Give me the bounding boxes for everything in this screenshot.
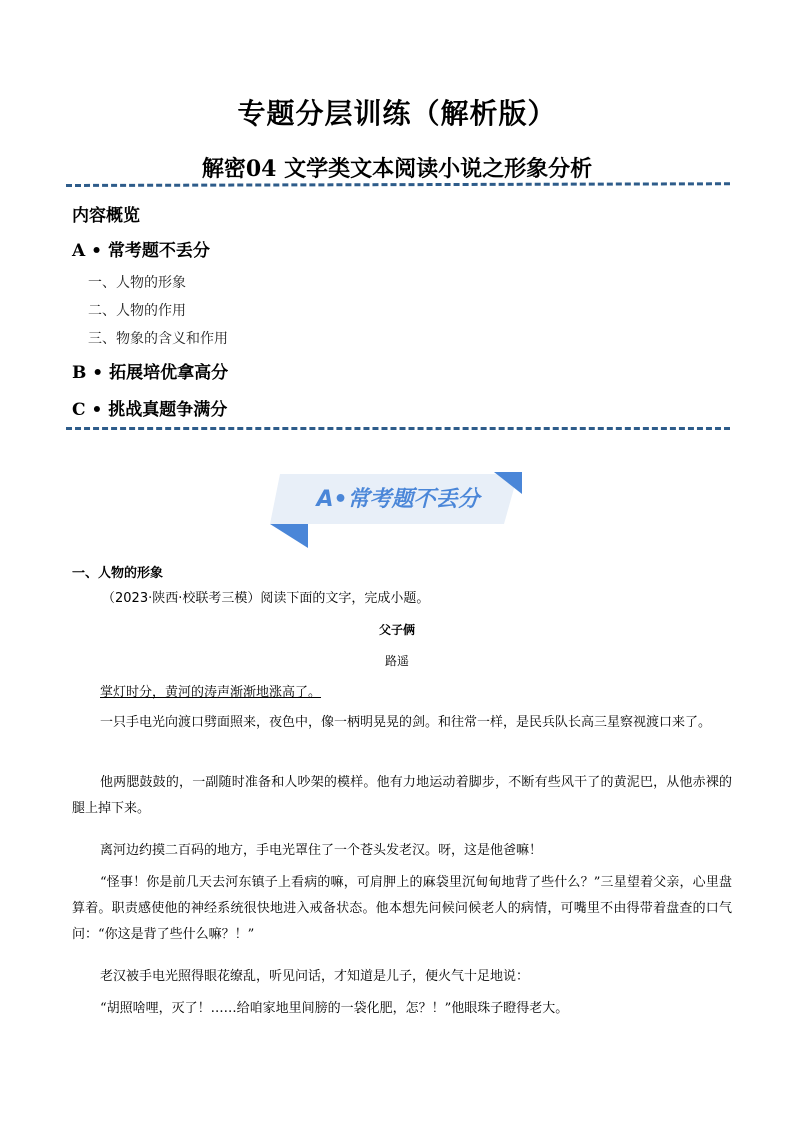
story-paragraph: “怪事！你是前几天去河东镇子上看病的嘛，可肩胛上的麻袋里沉甸甸地背了些什么？”三星望着父亲，心里盘算着。职责感使他的神经系统很快地进入戒备状态。他本想先问候问候老人的病情，可嘴里不由得带着盘查的口气问：“你这是背了些什么嘛？！” (72, 875, 732, 942)
divider-bottom (66, 427, 730, 430)
outline-heading: 内容概览 (72, 206, 140, 226)
outline-item-character-role: 二、人物的作用 (88, 303, 186, 319)
story-paragraph: 老汉被手电光照得眼花缭乱，听见问话，才知道是儿子，便火气十足地说： (100, 969, 530, 984)
story-paragraph: 一只手电光向渡口劈面照来，夜色中，像一柄明晃晃的剑。和往常一样，是民兵队长高三星察视渡口来了。 (100, 715, 712, 730)
question-intro: （2023·陕西·校联考三模）阅读下面的文字，完成小题。 (102, 591, 430, 606)
story-paragraph-text: 掌灯时分，黄河的涛声渐渐地涨高了。 (100, 685, 322, 700)
page-subtitle: 解密04 文学类文本阅读小说之形象分析 (201, 156, 593, 182)
section-a-banner (268, 468, 528, 550)
section-a-label: A • 常考题不丢分 (72, 241, 210, 261)
story-paragraph (72, 680, 732, 706)
banner-label: A•常考题不丢分 (316, 487, 480, 512)
page-title: 专题分层训练（解析版） (237, 97, 557, 130)
story-author: 路遥 (384, 654, 409, 668)
story-paragraph: “胡照啥哩，灭了！……给咱家地里间膀的一袋化肥，怎？！”他眼珠子瞪得老大。 (100, 1001, 569, 1016)
outline-item-character-image: 一、人物的形象 (88, 275, 186, 291)
story-paragraph: 离河边约摸二百码的地方，手电光罩住了一个苍头发老汉。呀，这是他爸嘛！ (100, 843, 543, 858)
section-b-label: B • 拓展培优拿高分 (72, 363, 229, 383)
story-paragraph: 他两腮鼓鼓的，一副随时准备和人吵架的模样。他有力地运动着脚步，不断有些风干了的黄泥巴，从他赤裸的腿上掉下来。 (72, 775, 732, 816)
section-c-label: C • 挑战真题争满分 (72, 400, 228, 420)
outline-item-object-meaning: 三、物象的含义和作用 (88, 331, 228, 347)
question-heading: 一、人物的形象 (72, 566, 164, 581)
divider-top (66, 182, 730, 187)
story-title: 父子俩 (378, 623, 415, 637)
